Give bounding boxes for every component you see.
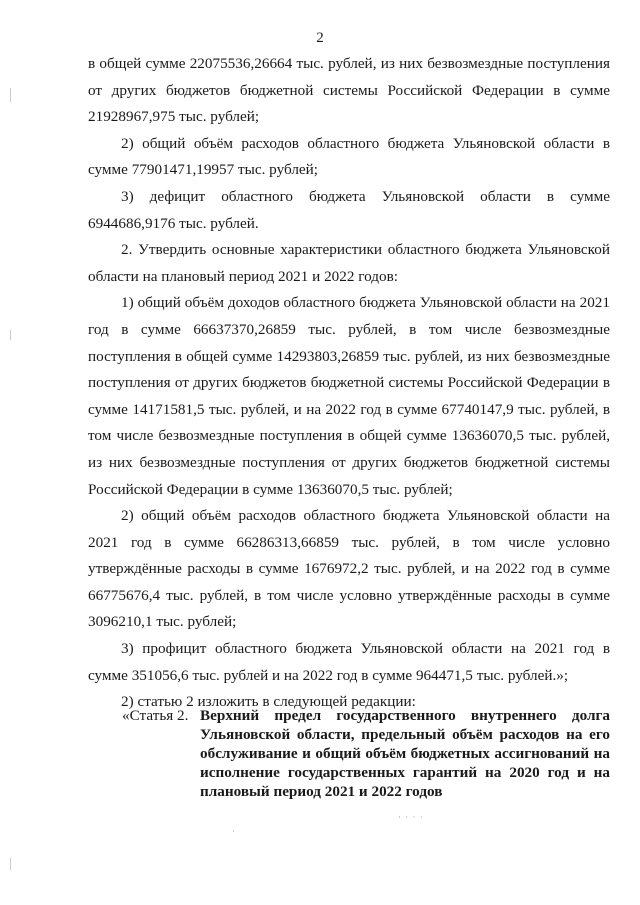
scan-margin-mark xyxy=(10,858,11,870)
scan-margin-mark xyxy=(10,88,11,102)
paragraph-expenses-2020: 2) общий объём расходов областного бюджета Ульяновской области в сумме 77901471,19957 тыс. рублей; xyxy=(88,134,610,179)
paragraph-article-2-intro: 2) статью 2 изложить в следующей редакции: xyxy=(121,693,416,711)
scan-margin-mark xyxy=(10,330,11,340)
article-2-heading xyxy=(122,706,610,801)
page-number: 2 xyxy=(316,30,324,46)
paragraph-item-2: 2. Утвердить основные характеристики областного бюджета Ульяновской области на плановый период 2021 и 2022 годов: xyxy=(88,241,610,285)
paragraph-surplus-2021-2022: 3) профицит областного бюджета Ульяновской области на 2021 год в сумме 351056,6 тыс. рублей и на 2022 год в сумме 964471,5 тыс. рублей.»; xyxy=(88,640,610,684)
paragraph-income-2021-2022: 1) общий объём доходов областного бюджета Ульяновской области на 2021 год в сумме 66637370,26859 тыс. рублей, в том числе безвозмездные поступления в общей сумме 14293803,26859 тыс. рублей, из них безвозмездные поступления от других бюджетов бюджетной системы Российской Федерации в сумме 14171581,5 тыс. рублей, и на 2022 год в сумме 67740147,9 тыс. рублей, в том числе безвозмездные поступления в общей сумме 13636070,5 тыс. рублей, из них безвозмездные поступления от других бюджетов бюджетной системы Российской Федерации в сумме 13636070,5 тыс. рублей; xyxy=(88,294,610,498)
paragraph-expenses-2021-2022: 2) общий объём расходов областного бюджета Ульяновской области на 2021 год в сумме 66286313,66859 тыс. рублей, в том числе условно утверждённые расходы в сумме 1676972,2 тыс. рублей, и на 2022 год в сумме 66775676,4 тыс. рублей, в том числе условно утверждённые расходы в сумме 3096210,1 тыс. рублей; xyxy=(88,507,610,631)
document-body xyxy=(88,51,610,716)
scan-artifact: · · · · xyxy=(398,812,424,822)
paragraph-income-continuation: в общей сумме 22075536,26664 тыс. рублей, из них безвозмездные поступления от других бюджетов бюджетной системы Российской Федерации в сумме 21928967,975 тыс. рублей; xyxy=(88,55,610,126)
paragraph-deficit-2020: 3) дефицит областного бюджета Ульяновской области в сумме 6944686,9176 тыс. рублей. xyxy=(88,187,610,232)
article-label: «Статья 2. xyxy=(122,707,189,724)
article-title: Верхний предел государственного внутреннего долга Ульяновской области, предельный объём расходов на его обслуживание и общий объём бюджетных ассигнований на исполнение государственных гарантий на 2020 год и на плановый период 2021 и 2022 годов xyxy=(200,707,610,800)
scan-artifact: · xyxy=(232,826,236,836)
